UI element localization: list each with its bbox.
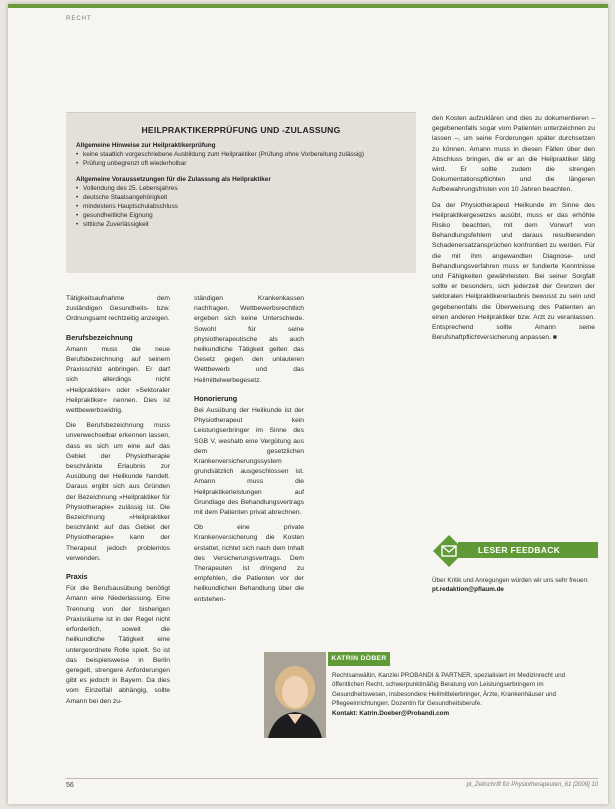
feedback-text xyxy=(432,576,592,594)
paragraph: Da der Physiotherapeut Heilkunde im Sinne des Heilpraktikergesetzes ausübt, muss er das erhöhte Risiko beachten, mit dem Vorwurf von Behandlungsfehlern und daraus resultierenden Schadenersatzansprüchen konfrontiert zu werden. Für die mit ihm angewandten Diagnose- und Behandlungsverfahren muss er fundierte Kenntnisse und Fähigkeiten gewährleisten. Bei seiner Sorgfalt sollte er besonders, sich jederzeit der Grenzen der sektoralen Heilpraktikererlaubnis bewusst zu sein und gegebenenfalls die Überweisung des Patienten an einen anderen Heilpraktiker bzw. Arzt zu veranlassen. Entsprechend sollte Amann seine Berufshaftpflichtversicherung anpassen. ■ xyxy=(432,201,595,342)
info-section-2-list xyxy=(76,184,408,229)
page-number: 56 xyxy=(66,782,74,789)
subheading-praxis: Praxis xyxy=(66,572,88,582)
info-box-title: HEILPRAKTIKERPRÜFUNG UND -ZULASSUNG xyxy=(141,125,341,135)
list-item: • mindestens Hauptschulabschluss xyxy=(76,202,408,211)
paragraph: Ob eine private Krankenversicherung die Kosten erstattet, richtet sich nach dem Inhalt des Versicherungsvertrags. Dem Therapeuten ist dringend zu empfehlen, die Patienten vor der heilkundlichen Behandlung über die entstehen- xyxy=(194,524,304,603)
author-contact-email[interactable]: Katrin.Doeber@Probandi.com xyxy=(359,709,450,717)
section-tag: RECHT xyxy=(66,16,92,22)
magazine-page xyxy=(8,4,608,804)
info-section-2-heading: Allgemeine Voraussetzungen für die Zulassung als Heilpraktiker xyxy=(76,176,271,183)
info-section-1-list xyxy=(76,150,408,168)
author-photo xyxy=(264,652,326,738)
article-column-1 xyxy=(66,294,170,712)
top-accent-bar xyxy=(8,4,608,8)
author-bio xyxy=(332,671,598,718)
author-portrait-image xyxy=(264,652,326,738)
list-item: • gesundheitliche Eignung xyxy=(76,211,408,220)
paragraph: Bei Ausübung der Heilkunde ist der Physiotherapeut kein Leistungserbringer im Sinne des SGB V, weshalb eine Vergütung aus dem gesetzlichen Krankenversicherungssystem grundsätzlich ausgeschlossen ist. Amann muss die Heilpraktikerleistungen auf Grundlage des Behandlungsvertrags mit dem Patienten privat abrechnen. xyxy=(194,407,304,517)
info-box-body xyxy=(66,135,416,229)
reader-feedback-box xyxy=(432,534,598,618)
paragraph: Tätigkeitsaufnahme dem zuständigen Gesundheits- bzw. Ordnungsamt rechtzeitig anzeigen. xyxy=(66,295,170,323)
footer-divider xyxy=(66,778,598,779)
journal-reference: pt_Zeitschrift für Physiotherapeuten_61 [2009] 10 xyxy=(466,782,598,788)
feedback-message: Über Kritik und Anregungen würden wir uns sehr freuen: xyxy=(432,577,589,584)
article-column-3 xyxy=(432,114,595,348)
feedback-email-link[interactable]: pt.redaktion@pflaum.de xyxy=(432,586,504,593)
info-section-1-heading: Allgemeine Hinweise zur Heilpraktikerprüfung xyxy=(76,142,216,149)
paragraph: den Kosten aufzuklären und dies zu dokumentieren – gegebenenfalls sogar vom Patienten unterzeichnen zu lassen –, um seine Forderungen später durchsetzen zu können. Amann muss in diesen Fällen über den Abschluss bringen, die er an die Heilpraktiker tätig wird. Er sollte zudem die strengen Dokumentationspflichten und die längeren Aufbewahrungsfristen von 10 Jahren beachten. xyxy=(432,115,595,194)
list-item: • sittliche Zuverlässigkeit xyxy=(76,220,408,229)
paragraph: Für die Berufsausübung benötigt Amann eine Niederlassung. Eine Trennung von der bisherigen Praxisräume ist in der Regel nicht erforderlich, soweit die heilkundliche Tätigkeit eine untergeordnete Rolle spielt. So ist das beispielsweise in Berlin geregelt, strengere Anforderungen gibt es jedoch in Bayern. Da dies vom Einzelfall abhängig, sollte Amann bei den zu- xyxy=(66,585,170,705)
info-box xyxy=(66,112,416,273)
list-item: • Prüfung unbegrenzt oft wiederholbar xyxy=(76,159,408,168)
paragraph: ständigen Krankenkassen nachfragen. Wettbewerbsrechtlich ergeben sich keine Unterschiede. Sowohl für seine physiotherapeutische als auch heilkundliche Tätigkeit gelten das Gesetz gegen den unlauteren Wettbewerb und das Heilmittelwerbegesetz. xyxy=(194,295,304,384)
list-item: • deutsche Staatsangehörigkeit xyxy=(76,193,408,202)
list-item: • keine staatlich vorgeschriebene Ausbildung zum Heilpraktiker (Prüfung ohne Vorbereitung zulässig) xyxy=(76,150,408,159)
paragraph: Amann muss die neue Berufsbezeichnung auf seinem Praxisschild anbringen. Er darf sich allerdings nicht »Heilpraktiker« oder »Sektoraler Heilpraktiker« nennen. Dies ist wettbewerbswidrig. xyxy=(66,345,170,415)
author-name-tag: KATRIN DÖBER xyxy=(328,652,390,666)
author-bio-text: Rechtsanwältin, Kanzlei PROBANDI & PARTNER, spezialisiert im Medizinrecht und öffentlichen Recht, schwerpunktmäßig Beratung von Leistungserbringern im Gesundheitswesen, insbesondere Heilmittelerbringer, Ärzte, Krankenhäuser und Pflegeeinrichtungen; Dozentin für Gesundheitsberufe. xyxy=(332,672,566,708)
list-item: • Vollendung des 25. Lebensjahres xyxy=(76,184,408,193)
subheading-honorierung: Honorierung xyxy=(194,393,238,403)
subheading-berufsbezeichnung: Berufsbezeichnung xyxy=(66,332,133,342)
feedback-title: LESER FEEDBACK xyxy=(458,542,598,558)
paragraph: Die Berufsbezeichnung muss unverwechselbar erkennen lassen, dass es sich um eine auf das Gebiet der Physiotherapie beschränkte Erlaubnis zur Ausübung der Heilkunde handelt. Daraus ergibt sich aus Gründen der Bezeichnung »Heilpraktiker für Physiotherapie« zulässig ist. Die Bezeichnung »Heilpraktiker beschränkt auf das Gebiet der Physiotherapie« kann der Therapeut jedoch problemlos verwenden. xyxy=(66,422,170,562)
author-contact-label: Kontakt: xyxy=(332,709,358,717)
article-column-2 xyxy=(194,294,304,610)
